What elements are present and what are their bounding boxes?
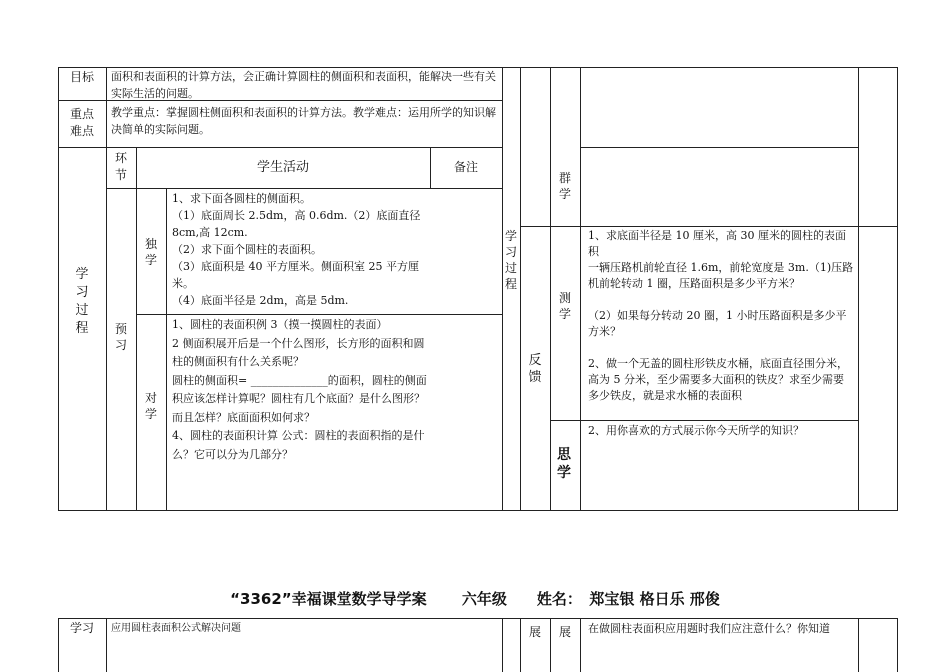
notes-header: 备注 (453, 160, 478, 174)
key-points-text: 教学重点：掌握圆柱侧面积和表面积的计算方法。教学难点：运用所学的知识解决简单的实际问题。 (111, 106, 496, 136)
preview-label: 预习 (114, 322, 127, 352)
activity-header: 学生活动 (256, 160, 309, 175)
grid-line (58, 618, 898, 619)
grid-line (580, 618, 581, 672)
grid-line (166, 188, 167, 511)
target-label: 目标 (69, 70, 94, 84)
page-title: “3362”幸福课堂数学导学案 六年级 姓名： 郑宝银 格日乐 邢俊 (230, 590, 720, 608)
test-study-label: 测学 (558, 291, 571, 321)
grid-line (550, 67, 551, 511)
learn-label: 学习 (69, 621, 94, 635)
target-text: 面积和表面积的计算方法，会正确计算圆柱的侧面积和表面积，能解决一些有关实际生活的问题。 (111, 70, 496, 100)
learn-text: 应用圆柱表面积公式解决问题 (111, 623, 241, 634)
grid-line (580, 147, 858, 148)
grid-line (136, 147, 137, 511)
show-label-1: 展 (528, 625, 541, 639)
grid-line (520, 226, 898, 227)
think-study-text: 2、用你喜欢的方式展示你今天所学的知识？ (588, 424, 804, 437)
show-text: 在做圆柱表面积应用题时我们应注意什么？你知道 (588, 622, 830, 635)
pair-study-text: 1、圆柱的表面积例 3（摸一摸圆柱的表面） 2 侧面积展开后是一个什么图形，长方形的面积和圆柱的侧面积有什么关系呢？ 圆柱的侧面积= ______________的面积，圆柱的侧面积应该怎样计算呢？圆柱有几个底面？是什么图形？而且怎样？底面面积如何求？ 4、圆柱的表面积计算 公式：圆柱的表面积指的是什么？它可以分为几部分？ (172, 318, 427, 461)
solo-study-text: 1、求下面各圆柱的侧面积。 （1）底面周长 2.5dm，高 0.6dm.（2）底面直径 8cm,高 12cm. （2）求下面个圆柱的表面积。 （3）底面积是 40 平方厘米。侧面积室 25 平方厘米。 （4）底面半径是 2dm，高是 5dm. (172, 192, 421, 307)
grid-line (106, 67, 107, 511)
grid-line (858, 618, 859, 672)
grid-line (502, 67, 503, 511)
show-label-2: 展 (558, 625, 571, 639)
grid-line (520, 67, 521, 511)
grid-line (897, 618, 898, 672)
key-points-label: 重点 难点 (69, 107, 94, 138)
grid-line (58, 147, 502, 148)
grid-line (550, 420, 858, 421)
grid-line (897, 67, 898, 511)
test-study-text: 1、求底面半径是 10 厘米，高 30 厘米的圆柱的表面积 一辆压路机前轮直径 1.6m，前轮宽度是 3m.（1)压路机前轮转动 1 圈，压路面积是多少平方米？ （2）如果每分转动 20 圈，1 小时压路面积是多少平方米？ 2、做一个无盖的圆柱形铁皮水桶，底面直径围分米，高为 5 分米，至少需要多大面积的铁皮？求至少需要多少铁皮，就是求水桶的表面积 (588, 229, 854, 402)
learning-process-label-right: 学习过程 (504, 229, 517, 291)
learning-process-label: 学习过程 (75, 267, 89, 336)
pair-study-label: 对学 (144, 391, 157, 421)
feedback-label: 反馈 (528, 353, 542, 385)
grid-line (136, 314, 502, 315)
group-study-label: 群学 (558, 171, 571, 201)
grid-line (580, 67, 581, 511)
step-header: 环 节 (114, 151, 127, 182)
grid-line (502, 618, 503, 672)
solo-study-label: 独学 (144, 237, 157, 267)
grid-line (106, 618, 107, 672)
think-study-label: 思学 (557, 447, 571, 481)
grid-line (858, 67, 859, 511)
grid-line (58, 510, 898, 511)
